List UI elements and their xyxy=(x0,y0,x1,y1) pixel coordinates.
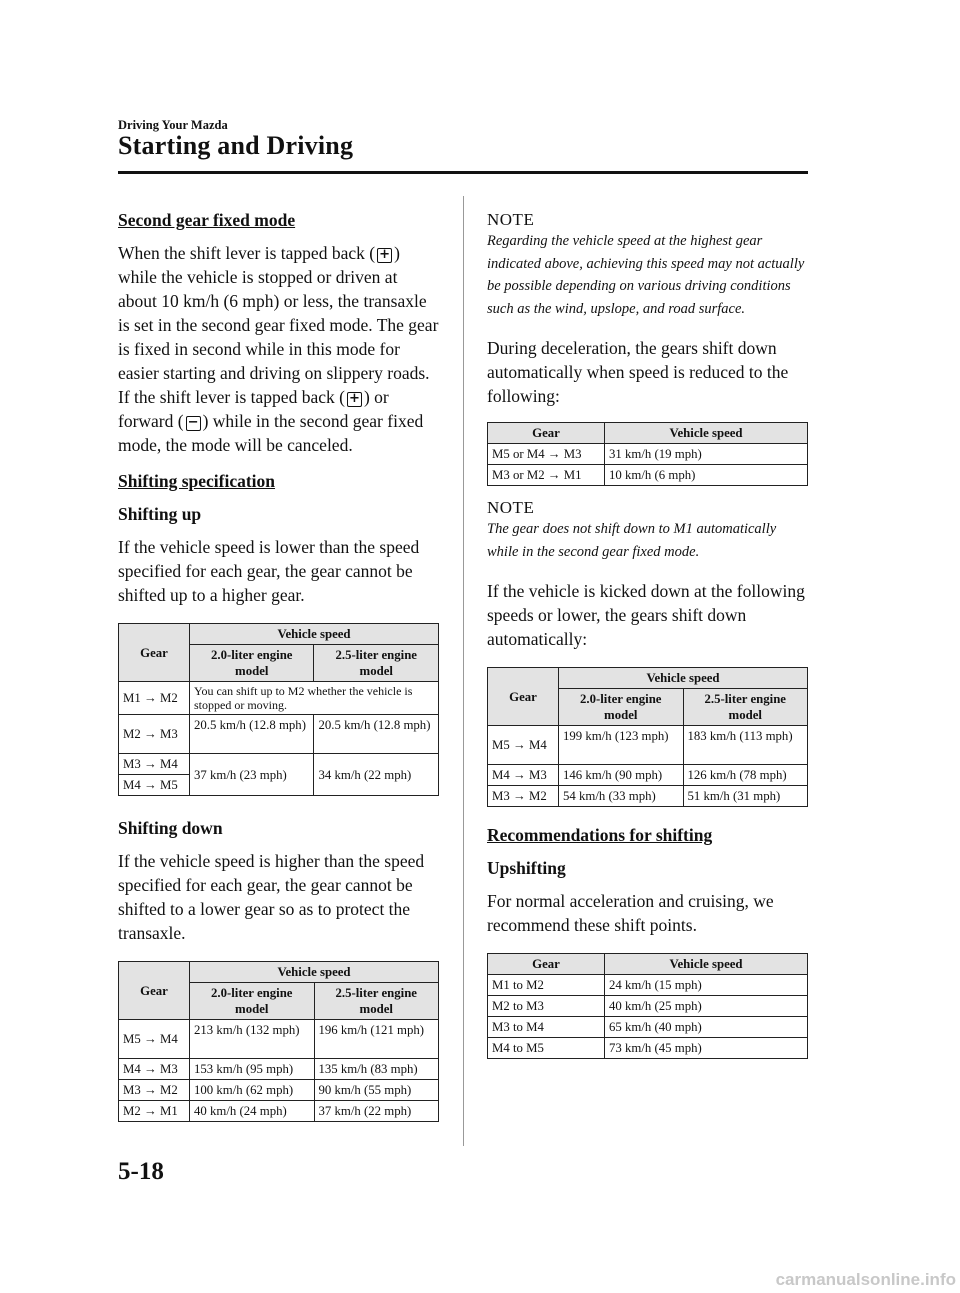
table-row xyxy=(488,1038,808,1059)
gear-cell: M4 to M5 xyxy=(488,1038,605,1059)
table-header-gear: Gear xyxy=(119,624,190,682)
table-row xyxy=(119,754,439,775)
gear-cell: M2 to M3 xyxy=(488,996,605,1017)
right-column xyxy=(487,210,809,1059)
upshifting-text: For normal acceleration and cruising, we recommend these shift points. xyxy=(487,891,774,935)
deceleration-table xyxy=(487,422,808,486)
note-title: NOTE xyxy=(487,498,535,517)
note-text: The gear does not shift down to M1 automatically while in the second gear fixed mode. xyxy=(487,521,777,560)
table-header-gear: Gear xyxy=(488,423,605,444)
speed-cell: 126 km/h (78 mph) xyxy=(683,765,808,786)
speed-cell: 100 km/h (62 mph) xyxy=(190,1080,315,1101)
speed-cell: 65 km/h (40 mph) xyxy=(605,1017,808,1038)
kickdown-text: If the vehicle is kicked down at the following speeds or lower, the gears shift down automatically: xyxy=(487,581,805,649)
table-row xyxy=(488,444,808,465)
second-gear-text-2: ) while the vehicle is stopped or driven at about 10 km/h (6 mph) or less, the transaxle is set in the second gear fixed mode. The gear is fixed in second while in this mode for easier starting and driving on slippery roads. If the shift lever is tapped back ( xyxy=(118,243,439,407)
table-row xyxy=(488,975,808,996)
speed-cell: 199 km/h (123 mph) xyxy=(559,726,684,765)
gear-cell: M5 or M4 → M3 xyxy=(488,444,605,465)
shifting-up-text: If the vehicle speed is lower than the speed specified for each gear, the gear cannot be shifted up to a higher gear. xyxy=(118,537,420,605)
gear-cell: M3 → M4 xyxy=(119,754,190,775)
table-header-vehicle-speed: Vehicle speed xyxy=(605,954,808,975)
speed-cell: 73 km/h (45 mph) xyxy=(605,1038,808,1059)
speed-cell: 40 km/h (25 mph) xyxy=(605,996,808,1017)
table-row xyxy=(119,1101,439,1122)
second-gear-text-1: When the shift lever is tapped back ( xyxy=(118,243,376,263)
table-row xyxy=(488,765,808,786)
table-row xyxy=(119,1020,439,1059)
table-header-vehicle-speed: Vehicle speed xyxy=(190,962,439,983)
plus-icon: + xyxy=(347,392,362,407)
table-row xyxy=(488,786,808,807)
watermark: carmanualsonline.info xyxy=(775,1270,956,1289)
deceleration-text: During deceleration, the gears shift down automatically when speed is reduced to the following: xyxy=(487,338,789,406)
speed-cell: 153 km/h (95 mph) xyxy=(190,1059,315,1080)
table-header-gear: Gear xyxy=(488,954,605,975)
gear-cell: M4 → M3 xyxy=(119,1059,190,1080)
speed-cell: 37 km/h (22 mph) xyxy=(314,1101,439,1122)
speed-cell: 135 km/h (83 mph) xyxy=(314,1059,439,1080)
header-rule xyxy=(118,171,808,174)
speed-cell: 31 km/h (19 mph) xyxy=(605,444,808,465)
shift-down-table xyxy=(118,961,439,1122)
gear-cell: M1 to M2 xyxy=(488,975,605,996)
column-divider xyxy=(463,196,464,1146)
speed-cell: 51 km/h (31 mph) xyxy=(683,786,808,807)
second-gear-paragraph xyxy=(118,241,440,457)
speed-cell: You can shift up to M2 whether the vehicle is stopped or moving. xyxy=(190,682,439,715)
speed-cell: 40 km/h (24 mph) xyxy=(190,1101,315,1122)
gear-cell: M3 → M2 xyxy=(119,1080,190,1101)
table-row xyxy=(119,1059,439,1080)
table-row xyxy=(488,996,808,1017)
gear-cell: M4 → M3 xyxy=(488,765,559,786)
shifting-down-text: If the vehicle speed is higher than the speed specified for each gear, the gear cannot be shifted to a lower gear so as to protect the transaxle. xyxy=(118,851,425,943)
shifting-up-heading: Shifting up xyxy=(118,504,202,524)
gear-cell: M5 → M4 xyxy=(119,1020,190,1059)
gear-cell: M3 or M2 → M1 xyxy=(488,465,605,486)
recommendations-heading: Recommendations for shifting xyxy=(487,825,713,845)
minus-icon: − xyxy=(186,416,201,431)
shift-up-table xyxy=(118,623,439,796)
plus-icon: + xyxy=(377,248,392,263)
section-label: Driving Your Mazda xyxy=(118,118,228,132)
speed-cell: 34 km/h (22 mph) xyxy=(314,754,439,796)
kickdown-table xyxy=(487,667,808,807)
speed-cell: 37 km/h (23 mph) xyxy=(190,754,314,796)
speed-cell: 196 km/h (121 mph) xyxy=(314,1020,439,1059)
gear-cell: M2 → M3 xyxy=(119,715,190,754)
table-header-gear: Gear xyxy=(488,668,559,726)
table-row xyxy=(119,715,439,754)
gear-cell: M3 → M2 xyxy=(488,786,559,807)
note-title: NOTE xyxy=(487,210,535,229)
left-column xyxy=(118,210,440,1122)
second-gear-text-3: ) or forward ( xyxy=(118,387,389,431)
gear-cell: M2 → M1 xyxy=(119,1101,190,1122)
speed-cell: 90 km/h (55 mph) xyxy=(314,1080,439,1101)
table-header-engine-25: 2.5-liter engine model xyxy=(683,689,808,726)
table-row xyxy=(119,682,439,715)
table-header-vehicle-speed: Vehicle speed xyxy=(190,624,439,645)
upshifting-heading: Upshifting xyxy=(487,858,566,878)
table-header-gear: Gear xyxy=(119,962,190,1020)
upshift-recommendation-table xyxy=(487,953,808,1059)
speed-cell: 24 km/h (15 mph) xyxy=(605,975,808,996)
table-header-engine-25: 2.5-liter engine model xyxy=(314,645,439,682)
second-gear-heading: Second gear fixed mode xyxy=(118,210,296,230)
table-row xyxy=(119,1080,439,1101)
table-header-engine-20: 2.0-liter engine model xyxy=(190,645,314,682)
chapter-title: Starting and Driving xyxy=(118,131,354,160)
gear-cell: M4 → M5 xyxy=(119,775,190,796)
speed-cell: 213 km/h (132 mph) xyxy=(190,1020,315,1059)
note-text: Regarding the vehicle speed at the highest gear indicated above, achieving this speed may not actually be possible depending on various driving conditions such as the wind, upslope, and road surface. xyxy=(487,233,805,317)
speed-cell: 54 km/h (33 mph) xyxy=(559,786,684,807)
shifting-down-heading: Shifting down xyxy=(118,818,223,838)
shifting-spec-heading: Shifting specification xyxy=(118,471,276,491)
gear-cell: M1 → M2 xyxy=(119,682,190,715)
table-header-engine-20: 2.0-liter engine model xyxy=(559,689,684,726)
gear-cell: M3 to M4 xyxy=(488,1017,605,1038)
table-header-engine-25: 2.5-liter engine model xyxy=(314,983,439,1020)
speed-cell: 20.5 km/h (12.8 mph) xyxy=(314,715,439,754)
table-header-engine-20: 2.0-liter engine model xyxy=(190,983,315,1020)
table-header-vehicle-speed: Vehicle speed xyxy=(559,668,808,689)
table-row xyxy=(488,726,808,765)
speed-cell: 20.5 km/h (12.8 mph) xyxy=(190,715,314,754)
gear-cell: M5 → M4 xyxy=(488,726,559,765)
second-gear-text-4: ) while in the second gear fixed mode, the mode will be canceled. xyxy=(118,411,424,455)
speed-cell: 146 km/h (90 mph) xyxy=(559,765,684,786)
speed-cell: 10 km/h (6 mph) xyxy=(605,465,808,486)
table-row xyxy=(488,1017,808,1038)
speed-cell: 183 km/h (113 mph) xyxy=(683,726,808,765)
page-number: 5-18 xyxy=(118,1158,164,1185)
table-header-vehicle-speed: Vehicle speed xyxy=(605,423,808,444)
table-row xyxy=(488,465,808,486)
